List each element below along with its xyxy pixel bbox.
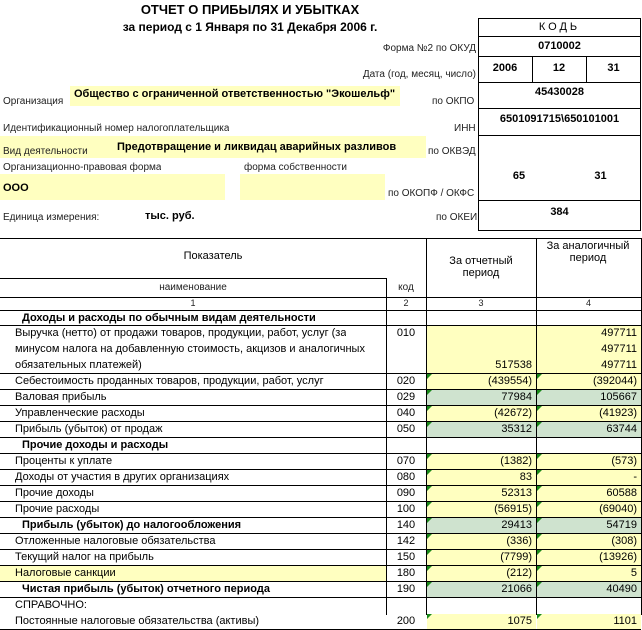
- row-code: 200: [396, 615, 416, 627]
- okpo-label: по ОКПО: [432, 96, 475, 107]
- okopf-label: по ОКОПФ / ОКФС: [388, 188, 475, 199]
- date-day: 31: [607, 62, 620, 74]
- revenue-line-3: обязательных платежей): [15, 359, 142, 371]
- date-year: 2006: [492, 62, 518, 74]
- col-num-4: 4: [585, 298, 591, 308]
- codes-label: КОДЬ: [538, 21, 581, 33]
- row-current[interactable]: 35312: [501, 423, 532, 435]
- row-previous[interactable]: (69040): [599, 503, 637, 515]
- okpo-code: 45430028: [535, 86, 584, 98]
- row-current[interactable]: 83: [519, 471, 532, 483]
- col-name: наименование: [159, 282, 227, 293]
- row-current[interactable]: 1075: [507, 615, 532, 627]
- row-name: Постоянные налоговые обязательства (активы): [15, 615, 260, 627]
- ownership-label: форма собственности: [244, 162, 347, 173]
- form-code: 0710002: [538, 40, 581, 52]
- row-code: 180: [396, 567, 416, 579]
- row-previous[interactable]: 40490: [606, 583, 637, 595]
- row-code: 070: [396, 455, 416, 467]
- row-code: 090: [396, 487, 416, 499]
- org-name[interactable]: Общество с ограниченной ответственностью "Экошельф": [70, 86, 400, 106]
- col-code: код: [398, 282, 414, 293]
- row-current[interactable]: (212): [506, 567, 532, 579]
- section-other: Прочие доходы и расходы: [22, 439, 169, 451]
- row-code: 020: [396, 375, 416, 387]
- activity-label: Вид деятельности: [3, 146, 88, 157]
- org-label: Организация: [3, 96, 64, 107]
- activity-value[interactable]: Предотвращение и ликвидац аварийных разливов: [117, 141, 397, 153]
- row-name: Валовая прибыль: [15, 391, 107, 403]
- row-current[interactable]: (42672): [494, 407, 532, 419]
- row-previous[interactable]: (308): [611, 535, 637, 547]
- revenue-line-2: минусом налога на добавленную стоимость, акцизов и аналогичных: [15, 343, 365, 355]
- row-current[interactable]: (336): [506, 535, 532, 547]
- row-name: Себестоимость проданных товаров, продукции, работ, услуг: [15, 375, 324, 387]
- row-previous[interactable]: 105667: [600, 391, 637, 403]
- row-code: 100: [396, 503, 416, 515]
- col-num-2: 2: [403, 298, 409, 308]
- col-current: За отчетный период: [449, 255, 513, 279]
- col-num-3: 3: [478, 298, 484, 308]
- legal-form-label: Организационно-правовая форма: [3, 162, 162, 173]
- row-name: Текущий налог на прибыль: [15, 551, 154, 563]
- inn-code: 6501091715\650101001: [499, 113, 620, 125]
- col-previous: За аналогичный период: [546, 240, 630, 264]
- section-ordinary: Доходы и расходы по обычным видам деятельности: [22, 312, 316, 324]
- row-previous[interactable]: 5: [630, 567, 637, 579]
- row-code: 190: [396, 583, 416, 595]
- row-current[interactable]: 29413: [501, 519, 532, 531]
- row-current[interactable]: (439554): [487, 375, 532, 387]
- legal-form-field[interactable]: [0, 174, 225, 200]
- row-previous[interactable]: -: [633, 471, 637, 483]
- ownership-field[interactable]: [240, 174, 385, 200]
- inn-label: ИНН: [454, 123, 476, 134]
- row-current[interactable]: (7799): [500, 551, 532, 563]
- okei-label: по ОКЕИ: [436, 212, 478, 223]
- okved-label: по ОКВЭД: [428, 146, 476, 157]
- row-name: Прочие расходы: [15, 503, 100, 515]
- row-name: Управленческие расходы: [15, 407, 145, 419]
- row-previous[interactable]: (13926): [599, 551, 637, 563]
- form-label: Форма №2 по ОКУД: [382, 43, 476, 54]
- unit-value: тыс. руб.: [145, 210, 195, 222]
- revenue-line-1: Выручка (нетто) от продажи товаров, продукции, работ, услуг (за: [15, 327, 347, 339]
- row-code: 140: [396, 519, 416, 531]
- row-code: 142: [396, 535, 416, 547]
- row-previous[interactable]: 63744: [606, 423, 637, 435]
- reference-label: СПРАВОЧНО:: [15, 599, 87, 611]
- row-code: 150: [396, 551, 416, 563]
- revenue-prev-3: 497711: [601, 359, 637, 371]
- col-num-1: 1: [190, 298, 196, 308]
- col-indicator: Показатель: [183, 250, 243, 262]
- revenue-prev-2: 497711: [601, 343, 637, 355]
- row-name: Отложенные налоговые обязательства: [15, 535, 216, 547]
- row-current[interactable]: 77984: [501, 391, 532, 403]
- revenue-current[interactable]: 517538: [495, 359, 532, 371]
- legal-form-value: ООО: [3, 182, 29, 194]
- row-previous[interactable]: 60588: [606, 487, 637, 499]
- report-title: ОТЧЕТ О ПРИБЫЛЯХ И УБЫТКАХ: [140, 2, 360, 17]
- row-current[interactable]: (56915): [494, 503, 532, 515]
- inn-desc: Идентификационный номер налогоплательщика: [3, 123, 230, 134]
- unit-label: Единица измерения:: [3, 212, 100, 223]
- row-previous[interactable]: 1101: [613, 615, 637, 627]
- row-code: 040: [396, 407, 416, 419]
- row-name: Прибыль (убыток) до налогообложения: [22, 519, 242, 531]
- row-current[interactable]: (1382): [500, 455, 532, 467]
- row-previous[interactable]: (41923): [599, 407, 637, 419]
- row-name: Налоговые санкции: [15, 567, 116, 579]
- row-name: Проценты к уплате: [15, 455, 113, 467]
- okopf-code: 65: [512, 170, 526, 182]
- row-code: 029: [396, 391, 416, 403]
- report-period: за период с 1 Января по 31 Декабря 2006 г.: [122, 20, 378, 34]
- okfs-code: 31: [594, 170, 607, 182]
- row-previous[interactable]: (573): [611, 455, 637, 467]
- row-current[interactable]: 21066: [501, 583, 532, 595]
- row-name: Прочие доходы: [15, 487, 94, 499]
- row-name: Чистая прибыль (убыток) отчетного периода: [22, 583, 270, 595]
- row-code: 080: [396, 471, 416, 483]
- row-name: Доходы от участия в других организациях: [15, 471, 230, 483]
- row-previous[interactable]: 54719: [606, 519, 637, 531]
- revenue-prev-1: 497711: [601, 327, 637, 339]
- row-current[interactable]: 52313: [501, 487, 532, 499]
- row-name: Прибыль (убыток) от продаж: [15, 423, 163, 435]
- row-previous[interactable]: (392044): [592, 375, 637, 387]
- date-label: Дата (год, месяц, число): [362, 69, 476, 80]
- revenue-code: 010: [396, 327, 416, 339]
- row-code: 050: [396, 423, 416, 435]
- date-month: 12: [552, 62, 566, 74]
- okei-code: 384: [550, 206, 569, 218]
